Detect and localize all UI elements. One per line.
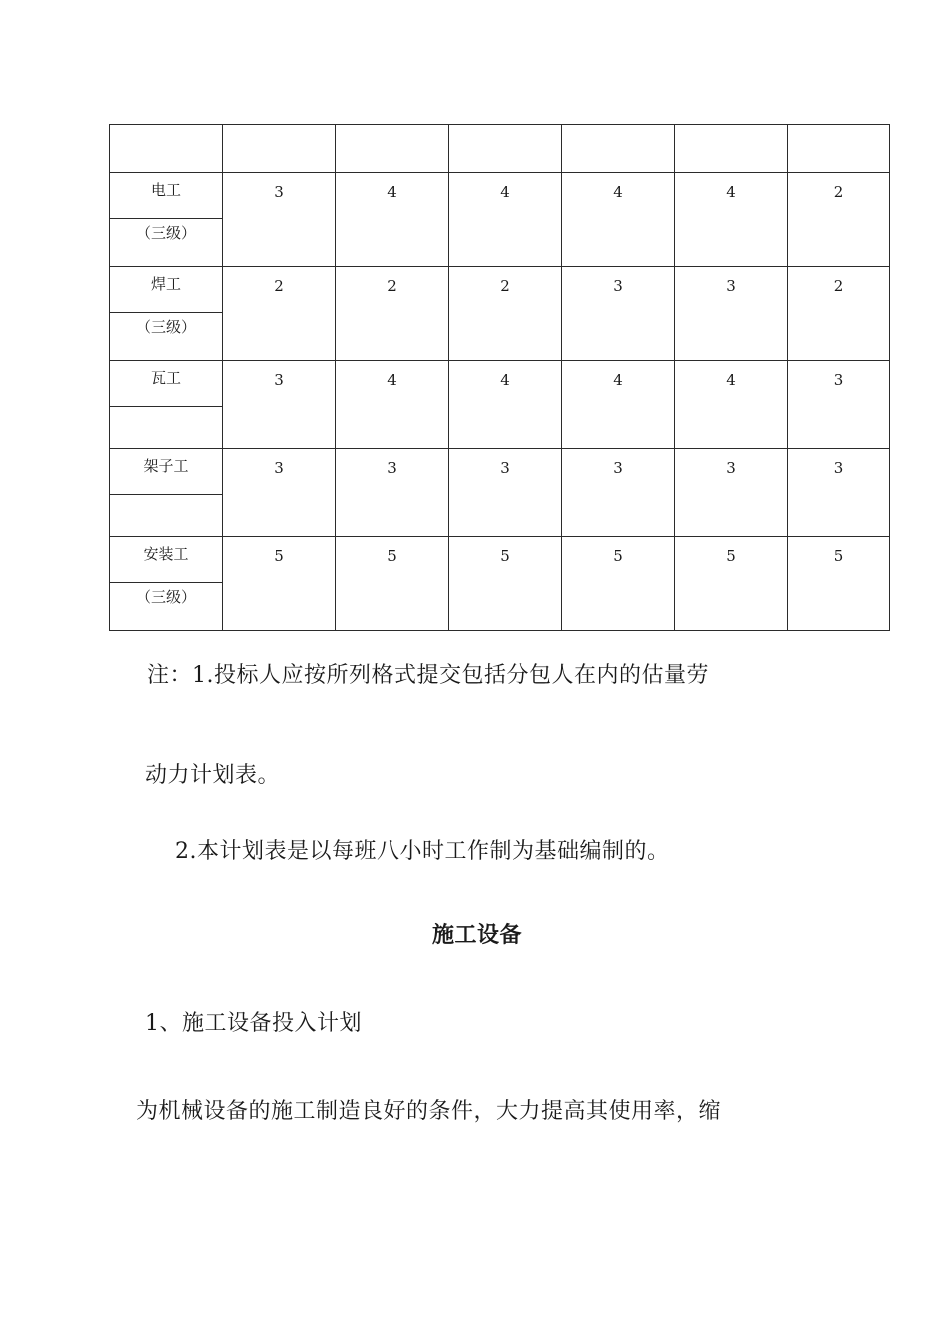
trade-label: 安装工 — [143, 545, 189, 563]
header-cell — [110, 125, 223, 173]
section-body: 为机械设备的施工制造良好的条件，大力提高其使用率，缩 — [136, 1099, 722, 1124]
grade-label — [110, 495, 222, 498]
grade-label: （三级） — [135, 588, 196, 606]
grade-label: （三级） — [135, 318, 196, 336]
header-cell — [675, 125, 788, 173]
value-cell: 2 — [336, 267, 449, 361]
value-cell: 5 — [675, 537, 788, 631]
value-cell: 3 — [223, 361, 336, 449]
value-cell: 2 — [788, 173, 890, 267]
value-cell: 4 — [336, 173, 449, 267]
header-cell — [336, 125, 449, 173]
value-cell: 5 — [223, 537, 336, 631]
section-title: 施工设备 — [432, 922, 523, 948]
value-cell: 4 — [449, 173, 562, 267]
grade-cell — [110, 313, 223, 361]
trade-cell — [110, 173, 223, 219]
labor-plan-table — [109, 124, 890, 631]
value-cell: 3 — [336, 449, 449, 537]
note-1-line-1: 注：1.投标人应按所列格式提交包括分包人在内的估量劳 — [147, 663, 709, 688]
grade-cell — [110, 219, 223, 267]
value-cell: 5 — [562, 537, 675, 631]
value-cell: 3 — [449, 449, 562, 537]
note-2: 2.本计划表是以每班八小时工作制为基础编制的。 — [175, 839, 670, 864]
grade-cell — [110, 495, 223, 537]
value-cell: 4 — [675, 173, 788, 267]
value-cell: 3 — [675, 449, 788, 537]
value-cell: 5 — [336, 537, 449, 631]
value-cell: 4 — [449, 361, 562, 449]
value-cell: 3 — [223, 173, 336, 267]
value-cell: 5 — [788, 537, 890, 631]
table-row — [110, 537, 890, 583]
value-cell: 2 — [223, 267, 336, 361]
table-row — [110, 173, 890, 219]
note-1-line-2: 动力计划表。 — [145, 763, 281, 788]
header-cell — [223, 125, 336, 173]
value-cell: 3 — [562, 267, 675, 361]
trade-cell — [110, 449, 223, 495]
value-cell: 3 — [223, 449, 336, 537]
trade-cell — [110, 361, 223, 407]
value-cell: 4 — [562, 173, 675, 267]
trade-label: 电工 — [150, 181, 181, 199]
value-cell: 3 — [788, 361, 890, 449]
header-cell — [788, 125, 890, 173]
table-row — [110, 267, 890, 313]
table-row — [110, 449, 890, 495]
header-row — [110, 125, 890, 173]
section-subtitle: 1、施工设备投入计划 — [145, 1011, 362, 1036]
trade-cell — [110, 267, 223, 313]
value-cell: 2 — [788, 267, 890, 361]
trade-label: 架子工 — [143, 457, 189, 475]
header-cell — [449, 125, 562, 173]
grade-label — [110, 407, 222, 410]
value-cell: 3 — [788, 449, 890, 537]
value-cell: 2 — [449, 267, 562, 361]
value-cell: 4 — [562, 361, 675, 449]
value-cell: 5 — [449, 537, 562, 631]
trade-cell — [110, 537, 223, 583]
grade-cell — [110, 583, 223, 631]
grade-label: （三级） — [135, 224, 196, 242]
trade-label: 焊工 — [150, 275, 181, 293]
value-cell: 3 — [562, 449, 675, 537]
value-cell: 3 — [675, 267, 788, 361]
value-cell: 4 — [336, 361, 449, 449]
value-cell: 4 — [675, 361, 788, 449]
trade-label: 瓦工 — [150, 369, 181, 387]
header-cell — [562, 125, 675, 173]
grade-cell — [110, 407, 223, 449]
table-row — [110, 361, 890, 407]
